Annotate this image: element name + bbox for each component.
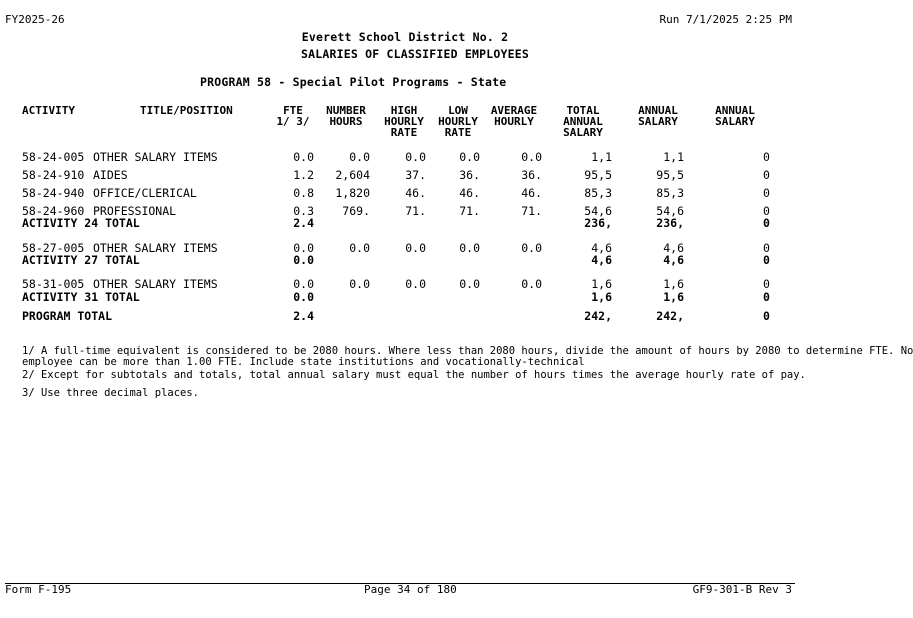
col-annual-salary-2: ANNUAL SALARY [715,104,755,128]
fiscal-year: FY2025-26 [5,13,65,26]
col-high-rate: HIGH HOURLY RATE [384,104,424,139]
form-code: GF9-301-B Rev 3 [692,583,792,596]
report-title: SALARIES OF CLASSIFIED EMPLOYEES [301,47,529,61]
col-title-position: TITLE/POSITION [140,104,233,117]
col-average-rate: AVERAGE HOURLY [490,104,538,128]
district-name: Everett School District No. 2 [301,30,509,44]
footnote-2: 2/ Except for subtotals and totals, total annual salary must equal the number of hours times the average hourly rate of pay. [22,369,806,381]
col-total-salary: TOTAL ANNUAL SALARY [563,104,603,139]
col-number-hours: NUMBER HOURS [326,104,366,128]
run-stamp: Run 7/1/2025 2:25 PM [659,13,792,26]
footnote-1a: 1/ A full-time equivalent is considered to be 2080 hours. Where less than 2080 hours, divide the amount of hours by 2080 to determine FTE. No [22,345,913,357]
page-number: Page 34 of 180 [364,583,457,596]
col-activity: ACTIVITY [22,104,75,117]
col-fte: FTE 1/ 3/ [276,104,310,128]
program-line: PROGRAM 58 - Special Pilot Programs - State [200,75,507,89]
form-number: Form F-195 [5,583,72,596]
footnote-3: 3/ Use three decimal places. [22,387,200,399]
footnote-1b: employee can be more than 1.00 FTE. Include state institutions and vocationally-technical [22,356,585,368]
col-annual-salary: ANNUAL SALARY [638,104,678,128]
col-low-rate: LOW HOURLY RATE [438,104,478,139]
